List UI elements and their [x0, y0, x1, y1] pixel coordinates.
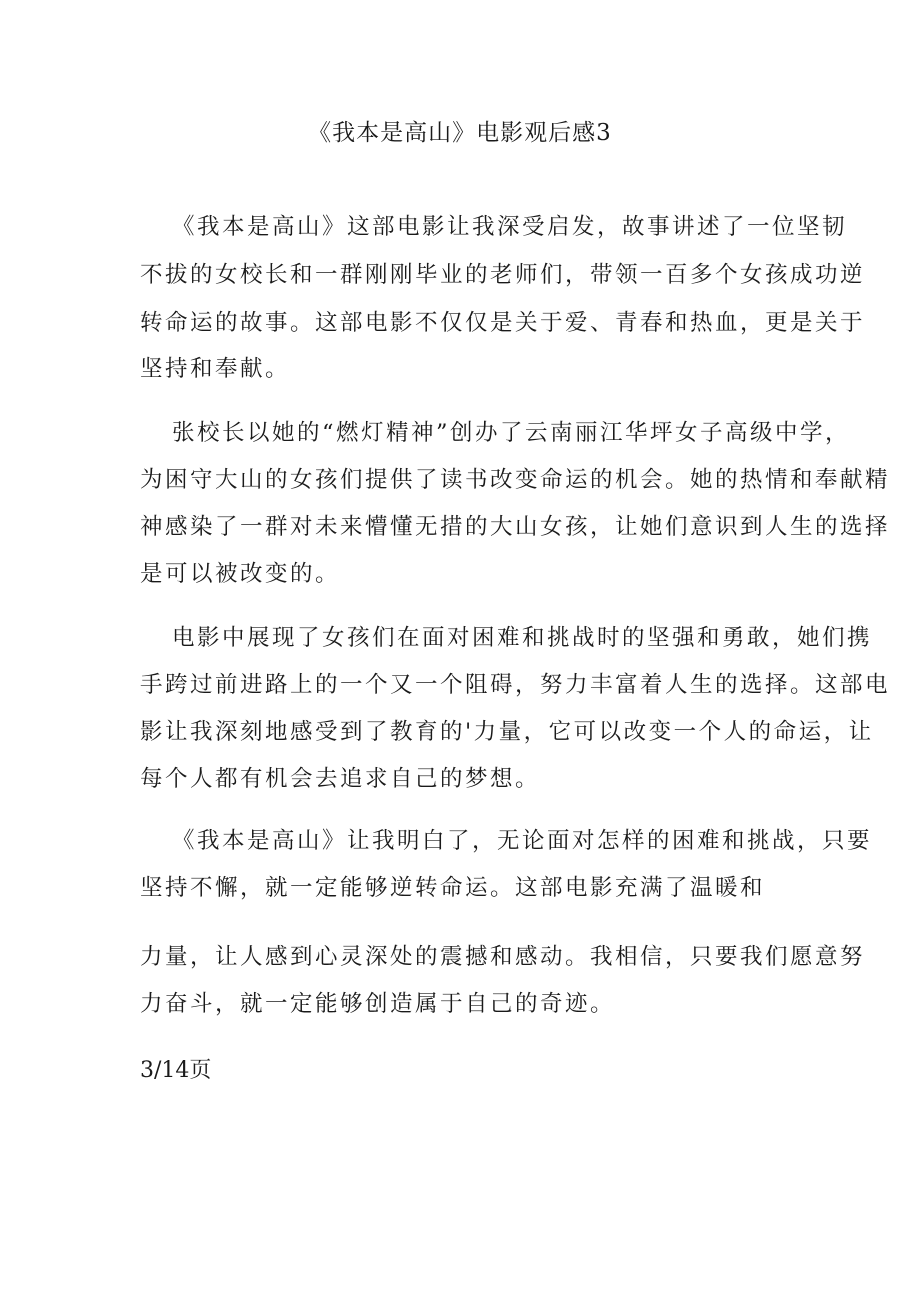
paragraph-1-line-2: 不拔的女校长和一群刚刚毕业的老师们，带领一百多个女孩成功逆: [140, 262, 866, 288]
paragraph-2-line-3: 神感染了一群对未来懵懂无措的大山女孩，让她们意识到人生的选择: [140, 514, 891, 540]
paragraph-2-line-4: 是可以被改变的。: [140, 561, 341, 587]
paragraph-3-line-3: 影让我深刻地感受到了教育的'力量，它可以改变一个人的命运，让: [140, 719, 874, 745]
paragraph-1-line-4: 坚持和奉献。: [140, 356, 291, 382]
paragraph-1-line-1: 《我本是高山》这部电影让我深受启发，故事讲述了一位坚韧: [172, 214, 848, 240]
paragraph-4-line-1: 《我本是高山》让我明白了，无论面对怎样的困难和挑战，只要: [172, 828, 873, 854]
paragraph-2-line-2: 为困守大山的女孩们提供了读书改变命运的机会。她的热情和奉献精: [140, 467, 891, 493]
paragraph-5-line-2: 力奋斗，就一定能够创造属于自己的奇迹。: [140, 991, 616, 1017]
document-title: 《我本是高山》电影观后感3: [308, 120, 612, 146]
paragraph-1-line-3: 转命运的故事。这部电影不仅仅是关于爱、青春和热血，更是关于: [140, 310, 866, 336]
paragraph-3-line-2: 手跨过前进路上的一个又一个阻碍，努力丰富着人生的选择。这部电: [140, 672, 891, 698]
paragraph-2-line-1: 张校长以她的“燃灯精神”创办了云南丽江华坪女子高级中学，: [172, 420, 851, 446]
paragraph-5-line-1: 力量，让人感到心灵深处的震撼和感动。我相信，只要我们愿意努: [140, 944, 866, 970]
paragraph-4-line-2: 坚持不懈，就一定能够逆转命运。这部电影充满了温暖和: [140, 875, 766, 901]
paragraph-3-line-4: 每个人都有机会去追求自己的梦想。: [140, 766, 541, 792]
paragraph-3-line-1: 电影中展现了女孩们在面对困难和挑战时的坚强和勇敢，她们携: [172, 625, 873, 651]
page-number: 3/14页: [140, 1058, 212, 1083]
